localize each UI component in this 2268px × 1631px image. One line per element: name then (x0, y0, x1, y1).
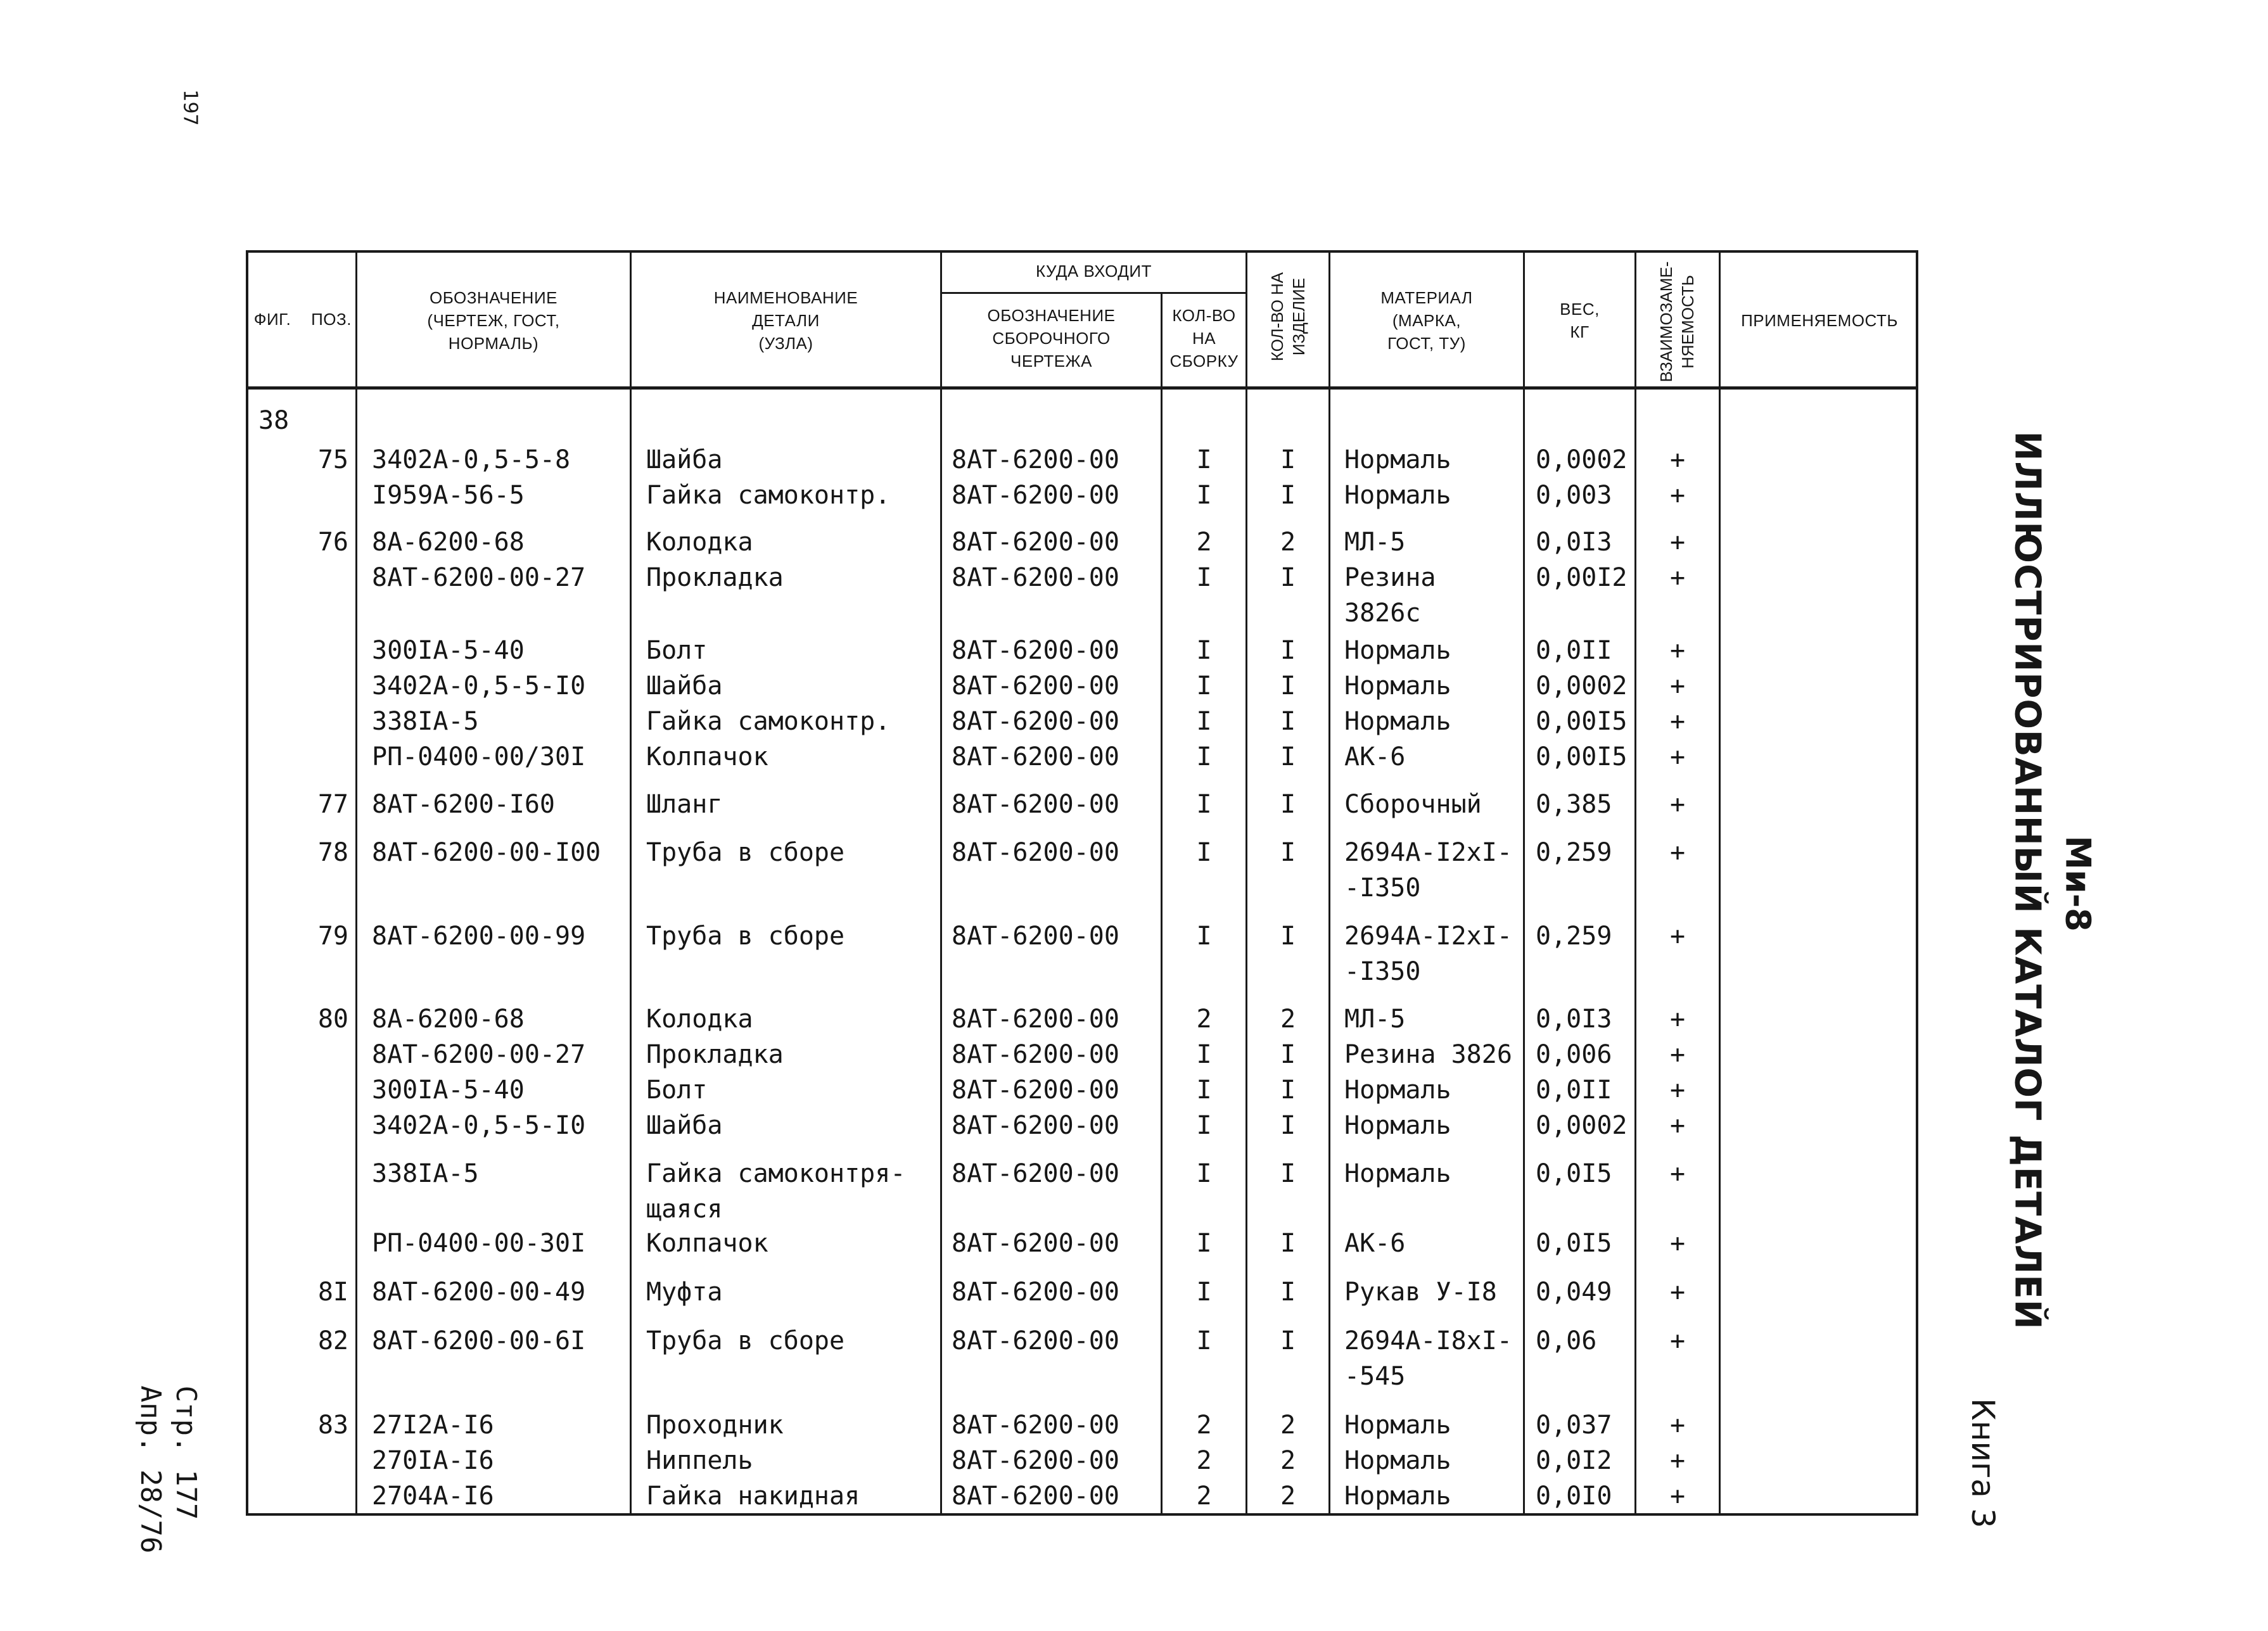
weight-cell: 0,0I0 (1536, 1482, 1612, 1511)
qty-assembly-cell: I (1196, 1229, 1212, 1258)
pos-cell: 83 (317, 1411, 348, 1440)
qty-assembly-cell: 2 (1196, 1411, 1212, 1440)
material-cell-cont: -545 (1344, 1362, 1406, 1391)
name-cell: Труба в сборе (646, 922, 845, 951)
designation-cell: 8АТ-6200-00-27 (372, 1040, 586, 1069)
header-qty-product: КОЛ-ВО НА ИЗДЕЛИЕ (1268, 272, 1308, 362)
name-cell: Шланг (646, 790, 723, 819)
material-cell: Нормаль (1344, 1411, 1451, 1440)
header-bottom-rule (246, 386, 1918, 390)
name-cell: Ниппель (646, 1446, 753, 1475)
date-label: Апр. 28/76 (134, 1385, 167, 1554)
qty-product-cell: I (1280, 707, 1296, 736)
assembly-cell: 8АТ-6200-00 (952, 1040, 1119, 1069)
interchange-cell: + (1669, 445, 1686, 474)
material-cell: Нормаль (1344, 1111, 1451, 1140)
assembly-cell: 8АТ-6200-00 (952, 1005, 1119, 1034)
qty-product-cell: I (1280, 742, 1296, 771)
qty-product-cell: I (1280, 445, 1296, 474)
designation-cell: 8А-6200-68 (372, 1005, 525, 1034)
assembly-cell: 8АТ-6200-00 (952, 1076, 1119, 1105)
header-where: КУДА ВХОДИТ (1036, 262, 1152, 281)
qty-product-cell: I (1280, 1229, 1296, 1258)
interchange-cell: + (1669, 838, 1686, 867)
qty-assembly-cell: I (1196, 742, 1212, 771)
weight-cell: 0,259 (1536, 922, 1612, 951)
designation-cell: 8АТ-6200-00-I00 (372, 838, 601, 867)
assembly-cell: 8АТ-6200-00 (952, 1111, 1119, 1140)
qty-product-cell: 2 (1280, 528, 1296, 557)
interchange-cell: + (1669, 1482, 1686, 1511)
pos-cell: 80 (317, 1005, 348, 1034)
material-cell: Нормаль (1344, 636, 1451, 665)
qty-assembly-cell: I (1196, 563, 1212, 592)
material-cell: Нормаль (1344, 707, 1451, 736)
weight-cell: 0,00I2 (1536, 563, 1628, 592)
interchange-cell: + (1669, 1005, 1686, 1034)
header-weight: ВЕС, КГ (1560, 300, 1600, 341)
header-interchange: ВЗАИМОЗАМЕ- НЯЕМОСТЬ (1657, 261, 1697, 383)
assembly-cell: 8АТ-6200-00 (952, 790, 1119, 819)
qty-product-cell: I (1280, 671, 1296, 701)
name-cell: Прокладка (646, 1040, 784, 1069)
material-cell: АК-6 (1344, 742, 1406, 771)
material-cell: Нормаль (1344, 1159, 1451, 1188)
qty-product-cell: I (1280, 636, 1296, 665)
designation-cell: 270IА-I6 (372, 1446, 494, 1475)
designation-cell: 2704А-I6 (372, 1482, 494, 1511)
col-rule (940, 250, 942, 1516)
assembly-cell: 8АТ-6200-00 (952, 671, 1119, 701)
interchange-cell: + (1669, 1159, 1686, 1188)
name-cell: Труба в сборе (646, 1326, 845, 1355)
qty-assembly-cell: I (1196, 1159, 1212, 1188)
weight-cell: 0,0002 (1536, 1111, 1628, 1140)
designation-cell: I959А-56-5 (372, 481, 525, 510)
page-number-top: 197 (179, 89, 201, 126)
qty-product-cell: I (1280, 1076, 1296, 1105)
name-cell: Гайка самоконтря- (646, 1159, 906, 1188)
page-label: Стр. 177 (170, 1385, 202, 1520)
designation-cell: 300IА-5-40 (372, 1076, 525, 1105)
interchange-cell: + (1669, 1411, 1686, 1440)
qty-product-cell: 2 (1280, 1446, 1296, 1475)
interchange-cell: + (1669, 481, 1686, 510)
qty-product-cell: I (1280, 790, 1296, 819)
header-pos: ПОЗ. (311, 310, 352, 329)
qty-product-cell: I (1280, 481, 1296, 510)
material-cell-cont: -I350 (1344, 957, 1421, 986)
weight-cell: 0,0I2 (1536, 1446, 1612, 1475)
qty-product-cell: 2 (1280, 1005, 1296, 1034)
name-cell: Труба в сборе (646, 838, 845, 867)
where-underline (940, 292, 1247, 294)
material-cell: Нормаль (1344, 1076, 1451, 1105)
weight-cell: 0,06 (1536, 1326, 1597, 1355)
weight-cell: 0,259 (1536, 838, 1612, 867)
weight-cell: 0,0I3 (1536, 528, 1612, 557)
weight-cell: 0,003 (1536, 481, 1612, 510)
assembly-cell: 8АТ-6200-00 (952, 1278, 1119, 1307)
pos-cell: 75 (317, 445, 348, 474)
name-cell: Гайка самоконтр. (646, 481, 891, 510)
assembly-cell: 8АТ-6200-00 (952, 481, 1119, 510)
qty-product-cell: 2 (1280, 1411, 1296, 1440)
interchange-cell: + (1669, 1278, 1686, 1307)
qty-product-cell: I (1280, 1040, 1296, 1069)
weight-cell: 0,049 (1536, 1278, 1612, 1307)
col-rule (1328, 250, 1330, 1516)
assembly-cell: 8АТ-6200-00 (952, 1446, 1119, 1475)
designation-cell: 3402А-0,5-5-I0 (372, 1111, 586, 1140)
designation-cell: 338IА-5 (372, 707, 479, 736)
qty-assembly-cell: 2 (1196, 528, 1212, 557)
interchange-cell: + (1669, 1076, 1686, 1105)
interchange-cell: + (1669, 1229, 1686, 1258)
designation-cell: РП-0400-00/30I (372, 742, 586, 771)
name-cell: Гайка накидная (646, 1482, 860, 1511)
pos-cell: 82 (317, 1326, 348, 1355)
material-cell: Резина 3826 (1344, 1040, 1512, 1069)
qty-product-cell: I (1280, 1111, 1296, 1140)
page-stamp (132, 1386, 203, 1554)
name-cell: Гайка самоконтр. (646, 707, 891, 736)
qty-product-cell: 2 (1280, 1482, 1296, 1511)
material-cell: 2694А-I2хI- (1344, 838, 1512, 867)
weight-cell: 0,0II (1536, 1076, 1612, 1105)
name-cell: Колодка (646, 1005, 753, 1034)
designation-cell: 8АТ-6200-I60 (372, 790, 555, 819)
qty-assembly-cell: I (1196, 838, 1212, 867)
header-material: МАТЕРИАЛ (МАРКА, ГОСТ, ТУ) (1380, 288, 1473, 353)
weight-cell: 0,385 (1536, 790, 1612, 819)
designation-cell: 338IА-5 (372, 1159, 479, 1188)
interchange-cell: + (1669, 1446, 1686, 1475)
pos-cell: 8I (317, 1278, 348, 1307)
name-cell: Колодка (646, 528, 753, 557)
name-cell: Колпачок (646, 742, 768, 771)
qty-product-cell: I (1280, 922, 1296, 951)
material-cell: Нормаль (1344, 1446, 1451, 1475)
assembly-cell: 8АТ-6200-00 (952, 742, 1119, 771)
designation-cell: 8АТ-6200-00-99 (372, 922, 586, 951)
material-cell: Сборочный (1344, 790, 1482, 819)
interchange-cell: + (1669, 1111, 1686, 1140)
weight-cell: 0,00I5 (1536, 707, 1628, 736)
designation-cell: 3402А-0,5-5-I0 (372, 671, 586, 701)
col-rule (355, 250, 357, 1516)
material-cell-cont: 3826с (1344, 599, 1421, 628)
qty-product-cell: I (1280, 1278, 1296, 1307)
assembly-cell: 8АТ-6200-00 (952, 563, 1119, 592)
interchange-cell: + (1669, 707, 1686, 736)
catalog-title: ИЛЛЮСТРИРОВАННЫЙ КАТАЛОГ ДЕТАЛЕЙ (2006, 431, 2048, 1330)
aircraft-model: Ми-8 (2058, 835, 2098, 932)
qty-assembly-cell: I (1196, 445, 1212, 474)
header-name: НАИМЕНОВАНИЕ ДЕТАЛИ (УЗЛА) (713, 288, 858, 353)
pos-cell: 79 (317, 922, 348, 951)
weight-cell: 0,0002 (1536, 445, 1628, 474)
designation-cell: 27I2А-I6 (372, 1411, 494, 1440)
interchange-cell: + (1669, 563, 1686, 592)
name-cell: Колпачок (646, 1229, 768, 1258)
assembly-cell: 8АТ-6200-00 (952, 838, 1119, 867)
weight-cell: 0,00I5 (1536, 742, 1628, 771)
weight-cell: 0,0II (1536, 636, 1612, 665)
qty-assembly-cell: I (1196, 636, 1212, 665)
interchange-cell: + (1669, 1326, 1686, 1355)
interchange-cell: + (1669, 528, 1686, 557)
header-qty-assembly: КОЛ-ВО НА СБОРКУ (1169, 306, 1239, 371)
col-rule (1719, 250, 1721, 1516)
assembly-cell: 8АТ-6200-00 (952, 636, 1119, 665)
material-cell: Резина (1344, 563, 1436, 592)
qty-assembly-cell: I (1196, 707, 1212, 736)
assembly-cell: 8АТ-6200-00 (952, 1411, 1119, 1440)
interchange-cell: + (1669, 922, 1686, 951)
material-cell: 2694А-I2хI- (1344, 922, 1512, 951)
material-cell: Нормаль (1344, 1482, 1451, 1511)
material-cell: Нормаль (1344, 445, 1451, 474)
name-cell: Прокладка (646, 563, 784, 592)
weight-cell: 0,037 (1536, 1411, 1612, 1440)
assembly-cell: 8АТ-6200-00 (952, 445, 1119, 474)
designation-cell: 8АТ-6200-00-6I (372, 1326, 586, 1355)
qty-assembly-cell: 2 (1196, 1446, 1212, 1475)
material-cell: Рукав У-I8 (1344, 1278, 1497, 1307)
name-cell-cont: щаяся (646, 1195, 723, 1224)
interchange-cell: + (1669, 671, 1686, 701)
name-cell: Шайба (646, 671, 723, 701)
material-cell: Нормаль (1344, 481, 1451, 510)
qty-assembly-cell: I (1196, 1278, 1212, 1307)
weight-cell: 0,0I3 (1536, 1005, 1612, 1034)
pos-cell: 78 (317, 838, 348, 867)
col-rule (630, 250, 632, 1516)
qty-assembly-cell: I (1196, 1040, 1212, 1069)
interchange-cell: + (1669, 790, 1686, 819)
qty-product-cell: I (1280, 1159, 1296, 1188)
name-cell: Шайба (646, 445, 723, 474)
header-assembly: ОБОЗНАЧЕНИЕ СБОРОЧНОГО ЧЕРТЕЖА (987, 306, 1116, 371)
name-cell: Муфта (646, 1278, 723, 1307)
name-cell: Болт (646, 1076, 708, 1105)
assembly-cell: 8АТ-6200-00 (952, 1326, 1119, 1355)
assembly-cell: 8АТ-6200-00 (952, 1482, 1119, 1511)
pos-cell: 77 (317, 790, 348, 819)
book-label: Книга 3 (1965, 1398, 2001, 1528)
assembly-cell: 8АТ-6200-00 (952, 922, 1119, 951)
qty-product-cell: I (1280, 1326, 1296, 1355)
weight-cell: 0,0I5 (1536, 1159, 1612, 1188)
qty-assembly-cell: I (1196, 1076, 1212, 1105)
pos-cell: 76 (317, 528, 348, 557)
material-cell: 2694А-I8хI- (1344, 1326, 1512, 1355)
designation-cell: 8АТ-6200-00-27 (372, 563, 586, 592)
interchange-cell: + (1669, 636, 1686, 665)
weight-cell: 0,0I5 (1536, 1229, 1612, 1258)
interchange-cell: + (1669, 1040, 1686, 1069)
qty-assembly-cell: I (1196, 1326, 1212, 1355)
qty-assembly-cell: I (1196, 1111, 1212, 1140)
header-applicability: ПРИМЕНЯЕМОСТЬ (1741, 311, 1898, 330)
designation-cell: 8АТ-6200-00-49 (372, 1278, 586, 1307)
assembly-cell: 8АТ-6200-00 (952, 707, 1119, 736)
header-designation: ОБОЗНАЧЕНИЕ (ЧЕРТЕЖ, ГОСТ, НОРМАЛЬ) (427, 288, 560, 353)
assembly-cell: 8АТ-6200-00 (952, 1159, 1119, 1188)
col-rule (1523, 250, 1525, 1516)
material-cell-cont: -I350 (1344, 873, 1421, 903)
assembly-cell: 8АТ-6200-00 (952, 528, 1119, 557)
header-fig: ФИГ. (253, 310, 291, 329)
fig-number: 38 (258, 406, 290, 435)
designation-cell: 300IА-5-40 (372, 636, 525, 665)
assembly-cell: 8АТ-6200-00 (952, 1229, 1119, 1258)
qty-product-cell: I (1280, 838, 1296, 867)
material-cell: АК-6 (1344, 1229, 1406, 1258)
qty-assembly-cell: 2 (1196, 1005, 1212, 1034)
qty-assembly-cell: I (1196, 922, 1212, 951)
qty-assembly-cell: I (1196, 481, 1212, 510)
name-cell: Шайба (646, 1111, 723, 1140)
designation-cell: 3402А-0,5-5-8 (372, 445, 571, 474)
qty-product-cell: I (1280, 563, 1296, 592)
qty-assembly-cell: I (1196, 671, 1212, 701)
material-cell: МЛ-5 (1344, 1005, 1406, 1034)
name-cell: Болт (646, 636, 708, 665)
name-cell: Проходник (646, 1411, 784, 1440)
material-cell: Нормаль (1344, 671, 1451, 701)
qty-assembly-cell: 2 (1196, 1482, 1212, 1511)
material-cell: МЛ-5 (1344, 528, 1406, 557)
designation-cell: 8А-6200-68 (372, 528, 525, 557)
designation-cell: РП-0400-00-30I (372, 1229, 586, 1258)
qty-assembly-cell: I (1196, 790, 1212, 819)
weight-cell: 0,006 (1536, 1040, 1612, 1069)
interchange-cell: + (1669, 742, 1686, 771)
weight-cell: 0,0002 (1536, 671, 1628, 701)
